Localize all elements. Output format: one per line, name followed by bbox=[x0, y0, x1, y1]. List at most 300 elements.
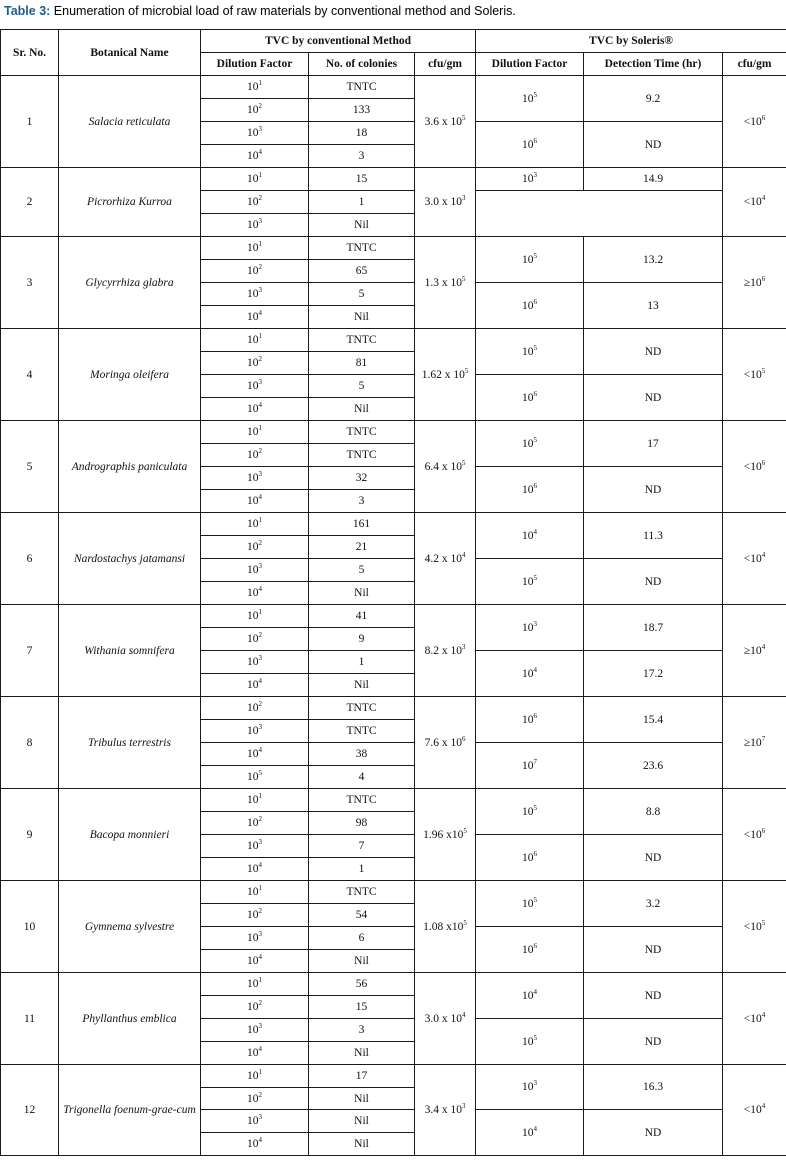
conv-dilution-cell bbox=[201, 674, 309, 697]
sol-detection-time-cell: ND bbox=[584, 329, 723, 375]
conv-cfu-cell bbox=[415, 237, 476, 329]
sol-cfu-exponent: 4 bbox=[761, 642, 766, 651]
header-soleris-group: TVC by Soleris® bbox=[476, 30, 786, 53]
table-caption bbox=[4, 2, 516, 24]
sol-cfu-base: <10 bbox=[743, 552, 762, 565]
conv-dilution-cell bbox=[201, 927, 309, 950]
conv-cfu-exponent: 5 bbox=[461, 113, 466, 122]
conv-dilution-cell bbox=[201, 1065, 309, 1088]
conv-dilution-cell bbox=[201, 1042, 309, 1065]
conv-colonies-cell: 3 bbox=[309, 145, 415, 168]
sol-dilution-base: 10 bbox=[522, 667, 534, 680]
conv-dilution-base: 10 bbox=[247, 794, 259, 806]
sol-cfu-cell bbox=[723, 697, 786, 789]
conv-dilution-cell bbox=[201, 283, 309, 306]
conv-dilution-base: 10 bbox=[247, 219, 259, 231]
sol-cfu-exponent: 5 bbox=[761, 366, 766, 375]
sol-dilution-cell bbox=[476, 122, 584, 168]
sol-dilution-exponent: 5 bbox=[533, 435, 538, 444]
sol-cfu-exponent: 4 bbox=[761, 194, 766, 203]
conv-dilution-base: 10 bbox=[247, 1070, 259, 1082]
conv-dilution-base: 10 bbox=[247, 817, 259, 829]
sol-dilution-cell bbox=[476, 789, 584, 835]
sol-dilution-base: 10 bbox=[522, 345, 534, 358]
sol-cfu-base: <10 bbox=[743, 828, 762, 841]
sol-dilution-base: 10 bbox=[522, 299, 534, 312]
sol-cfu-base: <10 bbox=[743, 460, 762, 473]
sr-no-cell: 2 bbox=[1, 168, 59, 237]
conv-dilution-cell bbox=[201, 214, 309, 237]
sol-dilution-cell bbox=[476, 421, 584, 467]
conv-dilution-exponent: 1 bbox=[258, 516, 262, 525]
sol-dilution-base: 10 bbox=[522, 943, 534, 956]
sol-dilution-cell bbox=[476, 375, 584, 421]
conv-dilution-base: 10 bbox=[247, 472, 259, 484]
conv-colonies-cell: TNTC bbox=[309, 789, 415, 812]
microbial-load-table bbox=[0, 29, 786, 1156]
conv-colonies-cell: TNTC bbox=[309, 76, 415, 99]
conv-colonies-cell: 4 bbox=[309, 766, 415, 789]
conv-dilution-cell bbox=[201, 881, 309, 904]
sol-cfu-exponent: 6 bbox=[761, 826, 766, 835]
sol-dilution-exponent: 5 bbox=[533, 895, 538, 904]
conv-dilution-exponent: 3 bbox=[258, 838, 262, 847]
sol-cfu-base: ≥10 bbox=[743, 736, 762, 749]
botanical-name-cell: Tribulus terrestris bbox=[59, 697, 201, 789]
conv-dilution-base: 10 bbox=[247, 771, 259, 783]
sol-detection-time-cell: ND bbox=[584, 927, 723, 973]
conv-colonies-cell: 54 bbox=[309, 904, 415, 927]
conv-dilution-cell bbox=[201, 145, 309, 168]
conv-colonies-cell: 5 bbox=[309, 559, 415, 582]
conv-dilution-cell bbox=[201, 191, 309, 214]
conv-colonies-cell: TNTC bbox=[309, 421, 415, 444]
conv-dilution-exponent: 2 bbox=[258, 447, 262, 456]
table-row bbox=[1, 697, 786, 720]
sol-dilution-exponent: 5 bbox=[533, 1033, 538, 1042]
conv-cfu-base: 1.62 x 10 bbox=[421, 368, 465, 381]
sol-cfu-base: ≥10 bbox=[743, 276, 762, 289]
conv-dilution-base: 10 bbox=[247, 81, 259, 93]
conv-dilution-exponent: 4 bbox=[258, 493, 262, 502]
header-sol-cfu: cfu/gm bbox=[723, 53, 786, 76]
sol-dilution-cell bbox=[476, 467, 584, 513]
conv-dilution-base: 10 bbox=[247, 610, 259, 622]
sol-dilution-cell bbox=[476, 168, 584, 191]
conv-dilution-base: 10 bbox=[247, 1138, 259, 1150]
sol-dilution-cell bbox=[476, 835, 584, 881]
conv-dilution-base: 10 bbox=[247, 541, 259, 553]
sol-cfu-base: <10 bbox=[743, 115, 762, 128]
conv-dilution-exponent: 2 bbox=[258, 631, 262, 640]
table-row bbox=[1, 421, 786, 444]
conv-cfu-base: 6.4 x 10 bbox=[424, 460, 462, 473]
conv-dilution-base: 10 bbox=[247, 978, 259, 990]
conv-dilution-base: 10 bbox=[247, 1047, 259, 1059]
conv-colonies-cell: Nil bbox=[309, 950, 415, 973]
sr-no-cell: 6 bbox=[1, 513, 59, 605]
sr-no-cell: 8 bbox=[1, 697, 59, 789]
caption-text: Enumeration of microbial load of raw materials by conventional method and Soleris. bbox=[53, 4, 516, 18]
conv-dilution-exponent: 2 bbox=[258, 539, 262, 548]
conv-dilution-exponent: 1 bbox=[258, 608, 262, 617]
conv-cfu-exponent: 5 bbox=[461, 274, 466, 283]
sol-dilution-base: 10 bbox=[522, 1035, 534, 1048]
sol-dilution-base: 10 bbox=[522, 437, 534, 450]
conv-colonies-cell: 1 bbox=[309, 191, 415, 214]
conv-colonies-cell: TNTC bbox=[309, 444, 415, 467]
conv-dilution-base: 10 bbox=[247, 909, 259, 921]
conv-dilution-exponent: 2 bbox=[258, 815, 262, 824]
conv-colonies-cell: 65 bbox=[309, 260, 415, 283]
conv-dilution-cell bbox=[201, 559, 309, 582]
sol-dilution-base: 10 bbox=[522, 529, 534, 542]
sol-detection-time-cell: 13.2 bbox=[584, 237, 723, 283]
conv-cfu-base: 4.2 x 10 bbox=[424, 552, 462, 565]
sol-detection-time-cell: ND bbox=[584, 1110, 723, 1156]
conv-dilution-exponent: 1 bbox=[258, 332, 262, 341]
conv-dilution-exponent: 1 bbox=[258, 1068, 262, 1077]
conv-cfu-cell bbox=[415, 513, 476, 605]
sol-dilution-base: 10 bbox=[522, 1126, 534, 1139]
conv-dilution-exponent: 4 bbox=[258, 677, 262, 686]
sol-cfu-exponent: 7 bbox=[761, 734, 766, 743]
sol-cfu-cell bbox=[723, 881, 786, 973]
sol-detection-time-cell: 23.6 bbox=[584, 743, 723, 789]
sol-dilution-exponent: 4 bbox=[533, 527, 538, 536]
conv-colonies-cell: 9 bbox=[309, 628, 415, 651]
conv-dilution-exponent: 1 bbox=[258, 976, 262, 985]
sol-detection-time-cell: ND bbox=[584, 835, 723, 881]
conv-dilution-base: 10 bbox=[247, 357, 259, 369]
conv-dilution-exponent: 1 bbox=[258, 79, 262, 88]
conv-dilution-base: 10 bbox=[247, 1092, 259, 1105]
sol-cfu-exponent: 5 bbox=[761, 918, 766, 927]
botanical-name-cell: Nardostachys jatamansi bbox=[59, 513, 201, 605]
conv-colonies-cell: 98 bbox=[309, 812, 415, 835]
sr-no-cell: 9 bbox=[1, 789, 59, 881]
table-row bbox=[1, 605, 786, 628]
conv-dilution-cell bbox=[201, 1133, 309, 1156]
conv-dilution-cell bbox=[201, 582, 309, 605]
sol-dilution-base: 10 bbox=[522, 989, 534, 1002]
conv-colonies-cell: 41 bbox=[309, 605, 415, 628]
conv-colonies-cell: 81 bbox=[309, 352, 415, 375]
sr-no-cell: 12 bbox=[1, 1065, 59, 1156]
conv-cfu-exponent: 4 bbox=[461, 1010, 466, 1019]
conv-dilution-exponent: 3 bbox=[258, 1113, 262, 1122]
conv-colonies-cell: 17 bbox=[309, 1065, 415, 1088]
conv-colonies-cell: Nil bbox=[309, 398, 415, 421]
conv-dilution-base: 10 bbox=[247, 173, 259, 185]
conv-cfu-cell bbox=[415, 421, 476, 513]
sol-dilution-exponent: 4 bbox=[533, 1124, 538, 1133]
sol-cfu-cell bbox=[723, 76, 786, 168]
sol-cfu-cell bbox=[723, 421, 786, 513]
sr-no-cell: 3 bbox=[1, 237, 59, 329]
sol-detection-time-cell: 17.2 bbox=[584, 651, 723, 697]
header-conv-colonies: No. of colonies bbox=[309, 53, 415, 76]
conv-dilution-base: 10 bbox=[247, 518, 259, 530]
conv-cfu-exponent: 3 bbox=[461, 642, 466, 651]
header-sol-detection-time: Detection Time (hr) bbox=[584, 53, 723, 76]
botanical-name-cell: Trigonella foenum-grae-cum bbox=[59, 1065, 201, 1156]
conv-dilution-exponent: 3 bbox=[258, 562, 262, 571]
conv-cfu-cell bbox=[415, 973, 476, 1065]
conv-cfu-base: 8.2 x 10 bbox=[424, 644, 462, 657]
conv-colonies-cell: 7 bbox=[309, 835, 415, 858]
botanical-name-cell: Moringa oleifera bbox=[59, 329, 201, 421]
conv-colonies-cell: 5 bbox=[309, 283, 415, 306]
conv-dilution-exponent: 3 bbox=[258, 125, 262, 134]
sol-dilution-cell bbox=[476, 881, 584, 927]
conv-dilution-base: 10 bbox=[247, 1024, 259, 1036]
sol-dilution-exponent: 6 bbox=[533, 849, 538, 858]
conv-colonies-cell: Nil bbox=[309, 1088, 415, 1110]
sol-dilution-exponent: 6 bbox=[533, 941, 538, 950]
sol-cfu-cell bbox=[723, 605, 786, 697]
sol-dilution-cell bbox=[476, 1019, 584, 1065]
conv-dilution-cell bbox=[201, 628, 309, 651]
conv-dilution-base: 10 bbox=[247, 150, 259, 162]
sol-dilution-exponent: 3 bbox=[533, 171, 538, 180]
sol-cfu-cell bbox=[723, 329, 786, 421]
botanical-name-cell: Glycyrrhiza glabra bbox=[59, 237, 201, 329]
sol-dilution-exponent: 5 bbox=[533, 251, 538, 260]
sol-dilution-base: 10 bbox=[522, 253, 534, 266]
conv-dilution-exponent: 2 bbox=[258, 1090, 262, 1099]
conv-dilution-base: 10 bbox=[247, 334, 259, 346]
botanical-name-cell: Withania somnifera bbox=[59, 605, 201, 697]
sol-dilution-cell bbox=[476, 76, 584, 122]
sol-dilution-cell bbox=[476, 329, 584, 375]
conv-dilution-exponent: 4 bbox=[258, 861, 262, 870]
sol-dilution-base: 10 bbox=[522, 897, 534, 910]
sol-detection-time-cell: ND bbox=[584, 1019, 723, 1065]
conv-cfu-cell bbox=[415, 1065, 476, 1156]
conv-colonies-cell: Nil bbox=[309, 582, 415, 605]
table-row bbox=[1, 329, 786, 352]
conv-dilution-cell bbox=[201, 260, 309, 283]
sol-cfu-cell bbox=[723, 168, 786, 237]
conv-dilution-base: 10 bbox=[247, 426, 259, 438]
conv-dilution-base: 10 bbox=[247, 656, 259, 668]
conv-colonies-cell: TNTC bbox=[309, 881, 415, 904]
caption-label: Table 3: bbox=[4, 4, 51, 18]
conv-dilution-cell bbox=[201, 536, 309, 559]
conv-cfu-cell bbox=[415, 881, 476, 973]
table-body bbox=[1, 76, 786, 1156]
sol-cfu-exponent: 4 bbox=[761, 1010, 766, 1019]
conv-dilution-cell bbox=[201, 789, 309, 812]
conv-dilution-base: 10 bbox=[247, 1115, 259, 1127]
sol-dilution-exponent: 6 bbox=[533, 389, 538, 398]
sol-dilution-exponent: 4 bbox=[533, 665, 538, 674]
conv-dilution-exponent: 4 bbox=[258, 746, 262, 755]
sol-dilution-base: 10 bbox=[522, 713, 534, 726]
conv-dilution-base: 10 bbox=[247, 725, 259, 737]
header-conv-cfu: cfu/gm bbox=[415, 53, 476, 76]
conv-dilution-base: 10 bbox=[247, 265, 259, 277]
sol-detection-time-cell: 16.3 bbox=[584, 1065, 723, 1110]
header-sol-dilution: Dilution Factor bbox=[476, 53, 584, 76]
conv-dilution-cell bbox=[201, 398, 309, 421]
conv-dilution-base: 10 bbox=[247, 932, 259, 944]
conv-dilution-exponent: 2 bbox=[258, 700, 262, 709]
conv-dilution-cell bbox=[201, 375, 309, 398]
conv-dilution-exponent: 3 bbox=[258, 470, 262, 479]
conv-dilution-cell bbox=[201, 1110, 309, 1133]
conv-dilution-base: 10 bbox=[247, 288, 259, 300]
conv-dilution-cell bbox=[201, 651, 309, 674]
conv-dilution-exponent: 4 bbox=[258, 1045, 262, 1054]
sol-dilution-exponent: 6 bbox=[533, 711, 538, 720]
table-row bbox=[1, 1065, 786, 1088]
conv-cfu-cell bbox=[415, 789, 476, 881]
conv-colonies-cell: 18 bbox=[309, 122, 415, 145]
conv-cfu-cell bbox=[415, 605, 476, 697]
conv-cfu-base: 1.08 x10 bbox=[423, 920, 464, 933]
conv-dilution-exponent: 1 bbox=[258, 240, 262, 249]
sol-dilution-cell bbox=[476, 559, 584, 605]
sol-dilution-base: 10 bbox=[522, 575, 534, 588]
conv-dilution-base: 10 bbox=[247, 495, 259, 507]
conv-dilution-cell bbox=[201, 835, 309, 858]
sol-detection-time-cell: 14.9 bbox=[584, 168, 723, 191]
conv-cfu-base: 7.6 x 10 bbox=[424, 736, 462, 749]
conv-cfu-cell bbox=[415, 697, 476, 789]
sol-dilution-cell bbox=[476, 651, 584, 697]
sol-cfu-cell bbox=[723, 513, 786, 605]
sol-dilution-exponent: 6 bbox=[533, 136, 538, 145]
conv-dilution-exponent: 2 bbox=[258, 907, 262, 916]
conv-dilution-base: 10 bbox=[247, 863, 259, 875]
conv-dilution-cell bbox=[201, 766, 309, 789]
table-row bbox=[1, 973, 786, 996]
conv-colonies-cell: Nil bbox=[309, 214, 415, 237]
conv-cfu-base: 3.0 x 10 bbox=[424, 1012, 462, 1025]
conv-colonies-cell: 133 bbox=[309, 99, 415, 122]
botanical-name-cell: Bacopa monnieri bbox=[59, 789, 201, 881]
conv-dilution-base: 10 bbox=[247, 1001, 259, 1013]
conv-dilution-base: 10 bbox=[247, 242, 259, 254]
sol-dilution-exponent: 6 bbox=[533, 297, 538, 306]
conv-cfu-exponent: 5 bbox=[463, 826, 467, 835]
sol-dilution-base: 10 bbox=[522, 851, 534, 864]
sol-dilution-base: 10 bbox=[522, 483, 534, 496]
conv-dilution-base: 10 bbox=[247, 380, 259, 392]
conv-dilution-cell bbox=[201, 904, 309, 927]
sol-cfu-exponent: 4 bbox=[761, 1102, 766, 1111]
conv-cfu-base: 1.3 x 10 bbox=[424, 276, 462, 289]
conv-dilution-base: 10 bbox=[247, 633, 259, 645]
botanical-name-cell: Phyllanthus emblica bbox=[59, 973, 201, 1065]
conv-dilution-base: 10 bbox=[247, 840, 259, 852]
conv-dilution-cell bbox=[201, 168, 309, 191]
sol-cfu-exponent: 6 bbox=[761, 458, 766, 467]
sol-dilution-base: 10 bbox=[522, 391, 534, 404]
sol-dilution-exponent: 5 bbox=[533, 343, 538, 352]
sol-dilution-base: 10 bbox=[522, 173, 534, 185]
sol-dilution-exponent: 7 bbox=[533, 757, 538, 766]
conv-cfu-base: 3.4 x 10 bbox=[424, 1104, 462, 1116]
sol-cfu-base: <10 bbox=[743, 1012, 762, 1025]
conv-dilution-exponent: 4 bbox=[258, 148, 262, 157]
sol-dilution-cell bbox=[476, 237, 584, 283]
conv-dilution-exponent: 3 bbox=[258, 1022, 262, 1031]
conv-dilution-exponent: 4 bbox=[258, 953, 262, 962]
botanical-name-cell: Gymnema sylvestre bbox=[59, 881, 201, 973]
conv-dilution-exponent: 1 bbox=[258, 171, 262, 180]
conv-dilution-base: 10 bbox=[247, 449, 259, 461]
conv-colonies-cell: 161 bbox=[309, 513, 415, 536]
table-row bbox=[1, 881, 786, 904]
conv-colonies-cell: Nil bbox=[309, 1110, 415, 1133]
conv-dilution-cell bbox=[201, 1088, 309, 1110]
sol-detection-time-cell: ND bbox=[584, 559, 723, 605]
conv-dilution-exponent: 3 bbox=[258, 217, 262, 226]
conv-dilution-base: 10 bbox=[247, 311, 259, 323]
conv-dilution-base: 10 bbox=[247, 702, 259, 714]
botanical-name-cell: Andrographis paniculata bbox=[59, 421, 201, 513]
conv-colonies-cell: 56 bbox=[309, 973, 415, 996]
sol-dilution-cell bbox=[476, 605, 584, 651]
conv-dilution-exponent: 5 bbox=[258, 769, 262, 778]
conv-dilution-cell bbox=[201, 973, 309, 996]
sol-detection-time-cell: 18.7 bbox=[584, 605, 723, 651]
conv-colonies-cell: TNTC bbox=[309, 720, 415, 743]
sol-dilution-base: 10 bbox=[522, 92, 534, 105]
conv-dilution-exponent: 2 bbox=[258, 999, 262, 1008]
sol-cfu-cell bbox=[723, 1065, 786, 1156]
conv-dilution-base: 10 bbox=[247, 587, 259, 599]
sol-cfu-base: <10 bbox=[743, 1104, 762, 1116]
sol-dilution-base: 10 bbox=[522, 138, 534, 151]
botanical-name-cell: Picrorhiza Kurroa bbox=[59, 168, 201, 237]
sol-dilution-base: 10 bbox=[522, 1081, 534, 1093]
sr-no-cell: 7 bbox=[1, 605, 59, 697]
sol-detection-time-cell: ND bbox=[584, 467, 723, 513]
conv-dilution-cell bbox=[201, 329, 309, 352]
sol-dilution-cell bbox=[476, 283, 584, 329]
sr-no-cell: 11 bbox=[1, 973, 59, 1065]
conv-dilution-exponent: 3 bbox=[258, 723, 262, 732]
conv-dilution-exponent: 3 bbox=[258, 930, 262, 939]
conv-cfu-cell bbox=[415, 76, 476, 168]
sr-no-cell: 5 bbox=[1, 421, 59, 513]
conv-dilution-cell bbox=[201, 99, 309, 122]
conv-dilution-exponent: 4 bbox=[258, 1136, 262, 1145]
table-row bbox=[1, 168, 786, 191]
sol-dilution-exponent: 3 bbox=[533, 1079, 538, 1088]
conv-dilution-base: 10 bbox=[247, 104, 259, 116]
conv-colonies-cell: Nil bbox=[309, 306, 415, 329]
conv-colonies-cell: 3 bbox=[309, 490, 415, 513]
conv-colonies-cell: 1 bbox=[309, 858, 415, 881]
conv-colonies-cell: TNTC bbox=[309, 697, 415, 720]
conv-dilution-exponent: 1 bbox=[258, 792, 262, 801]
sol-detection-time-cell: ND bbox=[584, 973, 723, 1019]
conv-dilution-cell bbox=[201, 812, 309, 835]
conv-dilution-cell bbox=[201, 513, 309, 536]
conv-dilution-exponent: 3 bbox=[258, 654, 262, 663]
table-row bbox=[1, 789, 786, 812]
conv-dilution-exponent: 4 bbox=[258, 585, 262, 594]
conv-colonies-cell: 1 bbox=[309, 651, 415, 674]
sol-dilution-exponent: 6 bbox=[533, 481, 538, 490]
conv-dilution-exponent: 4 bbox=[258, 401, 262, 410]
conv-dilution-cell bbox=[201, 237, 309, 260]
